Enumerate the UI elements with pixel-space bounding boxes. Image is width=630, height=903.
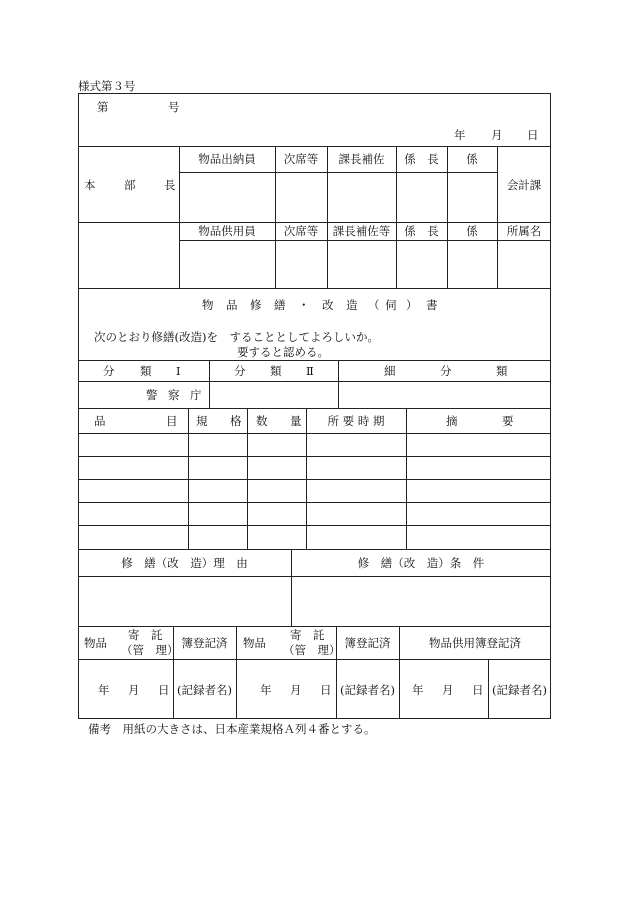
tekiyo-2: 要	[502, 414, 514, 428]
record-kanri-2: （管 理）	[283, 643, 341, 657]
title-char-9: 伺	[385, 298, 397, 312]
title-char-10: ）	[406, 298, 418, 312]
tsuki-label: 月	[491, 128, 503, 142]
title-char-3: 修	[250, 298, 262, 312]
title-char-8: （	[368, 298, 380, 312]
bunrui2-3: Ⅱ	[306, 364, 314, 378]
record-botouroku-1: 簿登記済	[181, 636, 228, 650]
kikaku-1: 規	[196, 414, 208, 428]
kaikei-label: 会計課	[506, 178, 542, 192]
reason-header: 修 繕（改 造）理 由	[121, 556, 248, 570]
saibunrui-2: 分	[440, 364, 452, 378]
record-kanri-1: （管 理）	[121, 643, 179, 657]
saibunrui-1: 細	[384, 364, 396, 378]
bunrui2-1: 分	[234, 364, 246, 378]
honbu-2: 部	[124, 178, 136, 192]
record-hi-2: 日	[320, 683, 332, 697]
record-tsuki-1: 月	[128, 683, 140, 697]
hinmoku-1: 品	[94, 414, 106, 428]
record-kitaku-2: 寄 託	[290, 628, 325, 642]
kikaku-2: 格	[230, 414, 242, 428]
bunrui1-2: 類	[140, 364, 152, 378]
title-char-7: 造	[346, 298, 358, 312]
record-botouroku-2: 簿登記済	[344, 636, 391, 650]
bunrui2-2: 類	[270, 364, 282, 378]
title-char-2: 品	[226, 298, 238, 312]
approver-kakaricho-2: 係 長	[404, 224, 439, 238]
record-kirokusha-2: (記録者名)	[340, 683, 395, 697]
body-line-2: 要すると認める。	[237, 345, 329, 359]
record-buppin-1: 物品	[84, 636, 107, 650]
approver-kachohosa-2: 課長補佐等	[332, 224, 391, 238]
record-buppin-2: 物品	[243, 636, 266, 650]
honbu-3: 長	[164, 178, 176, 192]
form-id: 様式第３号	[78, 79, 136, 93]
approver-kakaricho: 係 長	[404, 152, 439, 166]
approver-kakari: 係	[466, 152, 478, 166]
record-hi-1: 日	[158, 683, 170, 697]
record-tsuki-2: 月	[290, 683, 302, 697]
tekiyo-1: 摘	[446, 414, 458, 428]
shoyo-header: 所 要 時 期	[327, 414, 385, 428]
bunrui1-1: 分	[103, 364, 115, 378]
saibunrui-3: 類	[496, 364, 508, 378]
approver-jiseki: 次席等	[283, 152, 319, 166]
approver-jiseki-2: 次席等	[283, 224, 319, 238]
shozoku-label: 所属名	[506, 224, 542, 238]
bunrui1-3: Ⅰ	[176, 364, 181, 378]
note: 備考 用紙の大きさは、日本産業規格Ａ列４番とする。	[88, 722, 376, 736]
keisatsu-2: 察	[168, 388, 180, 402]
hi-label: 日	[527, 128, 539, 142]
title-char-11: 書	[426, 298, 438, 312]
title-char-5: ・	[298, 298, 310, 312]
approver-butsuhin-kyoyoin: 物品供用員	[198, 224, 256, 238]
honbu-1: 本	[84, 178, 96, 192]
title-char-1: 物	[202, 298, 214, 312]
record-hi-3: 日	[472, 683, 484, 697]
body-line-1: 次のとおり修繕(改造)を することとしてよろしいか。	[94, 330, 379, 344]
keisatsu-3: 庁	[190, 388, 202, 402]
record-kirokusha-1: (記録者名)	[177, 683, 232, 697]
record-kirokusha-3: (記録者名)	[492, 683, 547, 697]
dai-label: 第	[97, 100, 109, 114]
keisatsu-1: 警	[146, 388, 158, 402]
record-nen-3: 年	[412, 683, 424, 697]
approver-kakari-2: 係	[466, 224, 478, 238]
suryo-2: 量	[290, 414, 302, 428]
go-label: 号	[168, 100, 180, 114]
record-kitaku-1: 寄 託	[128, 628, 163, 642]
approver-butsuhin-suitoin: 物品出納員	[198, 152, 256, 166]
nen-label: 年	[454, 128, 466, 142]
hinmoku-2: 目	[166, 414, 178, 428]
record-nen-2: 年	[260, 683, 272, 697]
record-kyoyo: 物品供用簿登記済	[429, 636, 521, 650]
title-char-6: 改	[322, 298, 334, 312]
record-nen-1: 年	[98, 683, 110, 697]
approver-kachohosa: 課長補佐	[338, 152, 385, 166]
condition-header: 修 繕（改 造）条 件	[357, 556, 485, 570]
title-char-4: 繕	[274, 298, 286, 312]
suryo-1: 数	[256, 414, 268, 428]
record-tsuki-3: 月	[442, 683, 454, 697]
